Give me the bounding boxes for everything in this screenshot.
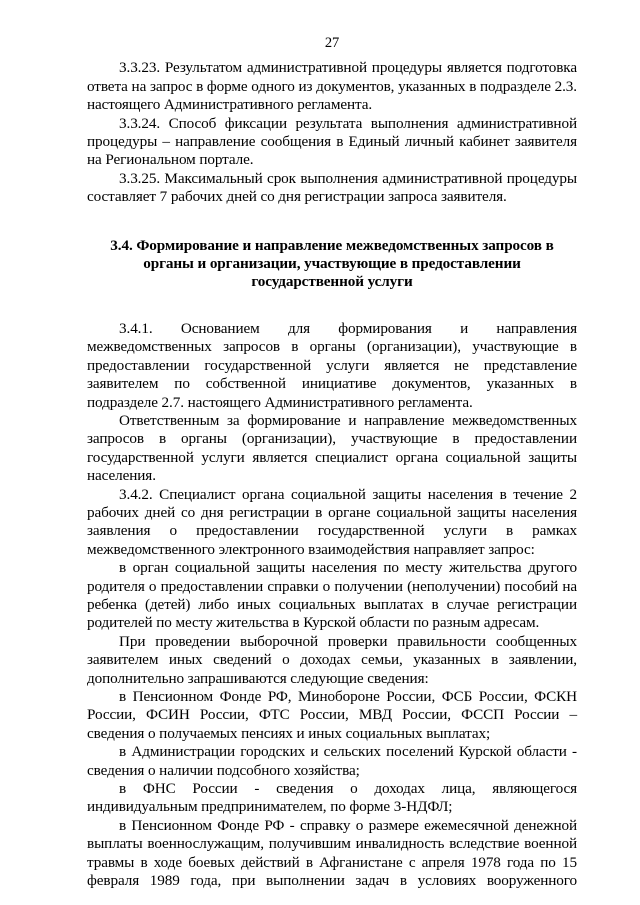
paragraph-fns: в ФНС России - сведения о доходах лица, являющегося индивидуальным предпринимателем, по форме 3-НДФЛ; bbox=[87, 780, 577, 816]
paragraph-pension-fund-military: в Пенсионном Фонде РФ - справку о размере ежемесячной денежной выплаты военнослужащим, получившим инвалидность вследствие военной травмы в ходе боевых действий в Афганистане с апреля 1978 года по 15 февраля 1989 года, при выполнении задач в условиях вооруженного bbox=[87, 816, 577, 890]
paragraph-3-3-23: 3.3.23. Результатом административной процедуры является подготовка ответа на запрос в форме одного из документов, указанных в подразделе 2.3. настоящего Административного регламента. bbox=[87, 59, 577, 114]
paragraph-3-4-1: 3.4.1. Основанием для формирования и направления межведомственных запросов в органы (организации), участвующие в предоставлении государственной услуги является не представление заявителем по собственной инициативе документов, указанных в подразделе 2.7. настоящего Административного регламента. bbox=[87, 319, 577, 411]
document-page bbox=[87, 34, 577, 890]
paragraph-3-3-25: 3.3.25. Максимальный срок выполнения административной процедуры составляет 7 рабочих дней со дня регистрации запроса заявителя. bbox=[87, 169, 577, 206]
section-title: 3.4. Формирование и направление межведомственных запросов в органы и организации, участвующие в предоставлении государственной услуги bbox=[110, 236, 554, 291]
paragraph-pension-fund: в Пенсионном Фонде РФ, Минобороне России, ФСБ России, ФСКН России, ФСИН России, ФТС России, МВД России, ФССП России – сведения о получаемых пенсиях и иных социальных выплатах; bbox=[87, 688, 577, 742]
paragraph-administration: в Администрации городских и сельских поселений Курской области - сведения о наличии подсобного хозяйства; bbox=[87, 743, 577, 779]
paragraph-selective-check: При проведении выборочной проверки правильности сообщенных заявителем иных сведений о доходах семьи, указанных в заявлении, дополнительно запрашиваются следующие сведения: bbox=[87, 632, 577, 687]
paragraph-other-parent: в орган социальной защиты населения по месту жительства другого родителя о предоставлении справки о получении (неполучении) пособий на ребенка (детей) либо иных социальных выплатах в случае регистрации родителей по месту жительства в Курской области по разным адресам. bbox=[87, 559, 577, 632]
paragraph-responsible: Ответственным за формирование и направление межведомственных запросов в органы (организации), участвующие в предоставлении государственной услуги является специалист органа социальной защиты населения. bbox=[87, 411, 577, 485]
page-number: 27 bbox=[324, 35, 340, 51]
paragraph-3-4-2: 3.4.2. Специалист органа социальной защиты населения в течение 2 рабочих дней со дня регистрации в органе социальной защиты населения заявления о предоставлении государственной услуги в рамках межведомственного электронного взаимодействия направляет запрос: bbox=[87, 485, 577, 558]
paragraph-3-3-24: 3.3.24. Способ фиксации результата выполнения административной процедуры – направление сообщения в Единый личный кабинет заявителя на Региональном портале. bbox=[87, 114, 577, 169]
